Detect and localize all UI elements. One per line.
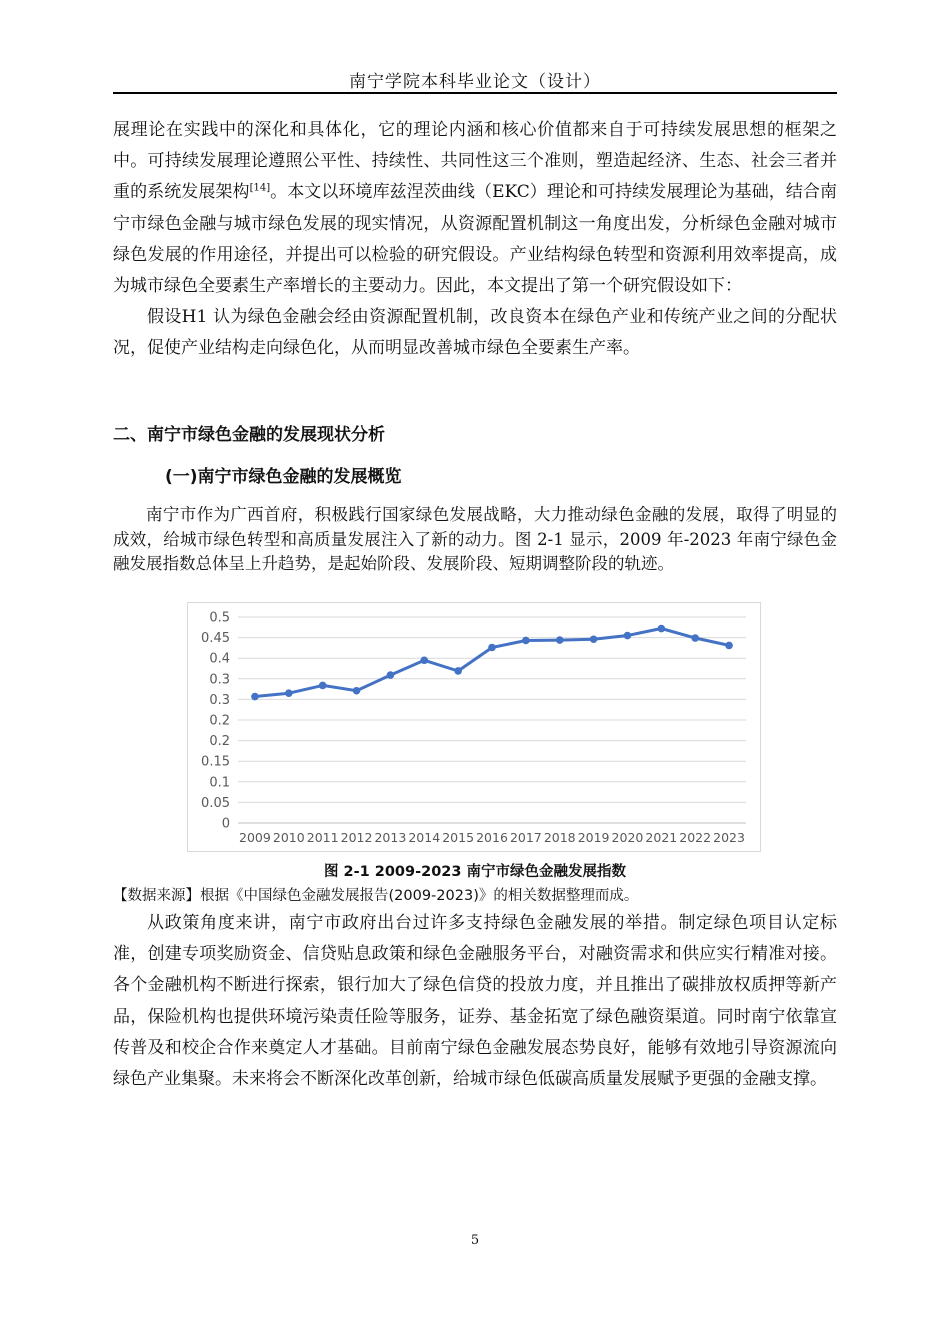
x-tick-label: 2011 bbox=[306, 830, 339, 845]
data-point bbox=[251, 693, 259, 701]
y-tick-label: 0.05 bbox=[201, 795, 230, 811]
subsection-heading: (一)南宁市绿色金融的发展概览 bbox=[165, 467, 402, 487]
x-tick-label: 2022 bbox=[679, 830, 712, 845]
data-point bbox=[454, 667, 462, 675]
body-mid bbox=[113, 503, 837, 577]
page-number: 5 bbox=[470, 1233, 480, 1248]
x-tick-label: 2015 bbox=[442, 830, 475, 845]
data-point bbox=[488, 644, 496, 652]
paragraph-policy: 从政策角度来讲，南宁市政府出台过许多支持绿色金融发展的举措。制定绿色项目认定标准，创建专项奖励资金、信贷贴息政策和绿色金融服务平台，对融资需求和供应实行精准对接。各个金融机构不断进行探索，银行加大了绿色信贷的投放力度，并且推出了碳排放权质押等新产品，保险机构也提供环境污染责任险等服务，证券、基金拓宽了绿色融资渠道。同时南宁依靠宣传普及和校企合作来奠定人才基础。目前南宁绿色金融发展态势良好，能够有效地引导资源流向绿色产业集聚。未来将会不断深化改革创新，给城市绿色低碳高质量发展赋予更强的金融支撑。 bbox=[113, 913, 837, 1090]
data-point bbox=[522, 637, 530, 645]
y-tick-label: 0.3 bbox=[209, 692, 230, 708]
x-tick-label: 2018 bbox=[543, 830, 576, 845]
data-point bbox=[387, 671, 395, 679]
data-point bbox=[353, 687, 361, 695]
data-point bbox=[658, 625, 666, 633]
data-point bbox=[319, 682, 327, 690]
data-point bbox=[285, 689, 293, 697]
paragraph-text: 。本文以环境库兹涅茨曲线（EKC）理论和可持续发展理论为基础，结合南宁市绿色金融与城市绿色发展的现实情况，从资源配置机制这一角度出发，分析绿色金融对城市绿色发展的作用途径，并提出可以检验的研究假设。产业结构绿色转型和资源利用效率提高，成为城市绿色全要素生产率增长的主要动力。因此，本文提出了第一个研究假设如下： bbox=[113, 182, 837, 297]
line-chart bbox=[187, 602, 761, 852]
x-tick-label: 2023 bbox=[713, 830, 745, 845]
y-tick-label: 0.15 bbox=[201, 754, 230, 770]
figure-source: 【数据来源】根据《中国绿色金融发展报告(2009-2023)》的相关数据整理而成。 bbox=[113, 888, 639, 904]
data-point bbox=[725, 642, 733, 650]
body-bottom bbox=[113, 908, 837, 1095]
paragraph-ekc-theory bbox=[113, 115, 837, 302]
y-tick-label: 0.5 bbox=[209, 610, 230, 626]
x-tick-label: 2020 bbox=[611, 830, 644, 845]
header-rule bbox=[113, 92, 837, 94]
x-tick-label: 2017 bbox=[509, 830, 542, 845]
citation-ref: [14] bbox=[249, 182, 271, 194]
paragraph-text: 展理论在实践中的深化和具体化，它的理论内涵和核心价值都来自于可持续发展思想的框架之中。可持续发展理论遵照公平性、持续性、共同性这三个准则，塑造起经济、生态、社会三者并重的系统发展架构 bbox=[113, 120, 837, 203]
y-tick-label: 0.4 bbox=[209, 651, 230, 667]
chart-svg bbox=[188, 603, 762, 853]
y-tick-label: 0 bbox=[221, 816, 230, 832]
data-point bbox=[420, 656, 428, 664]
section-heading: 二、南宁市绿色金融的发展现状分析 bbox=[113, 425, 385, 445]
x-tick-label: 2016 bbox=[476, 830, 508, 845]
x-tick-label: 2009 bbox=[239, 830, 271, 845]
y-tick-label: 0.1 bbox=[209, 775, 230, 791]
x-tick-label: 2019 bbox=[577, 830, 610, 845]
data-point bbox=[590, 635, 598, 643]
running-header: 南宁学院本科毕业论文（设计） bbox=[349, 72, 601, 92]
data-point bbox=[556, 636, 564, 644]
paragraph-nanning-overview: 南宁市作为广西首府，积极践行国家绿色发展战略，大力推动绿色金融的发展，取得了明显的成效，给城市绿色转型和高质量发展注入了新的动力。图 2-1 显示，2009 年-2023 年南宁绿色金融发展指数总体呈上升趋势，是起始阶段、发展阶段、短期调整阶段的轨迹。 bbox=[113, 505, 837, 573]
y-tick-label: 0.3 bbox=[209, 672, 230, 688]
y-tick-label: 0.2 bbox=[209, 734, 230, 750]
y-tick-label: 0.45 bbox=[201, 631, 230, 647]
figure-caption: 图 2-1 2009-2023 南宁市绿色金融发展指数 bbox=[323, 864, 627, 880]
x-tick-label: 2021 bbox=[645, 830, 678, 845]
x-tick-label: 2014 bbox=[408, 830, 441, 845]
data-point bbox=[691, 634, 699, 642]
body-top bbox=[113, 115, 837, 365]
x-tick-label: 2013 bbox=[374, 830, 407, 845]
x-tick-label: 2012 bbox=[340, 830, 373, 845]
y-tick-label: 0.2 bbox=[209, 713, 230, 729]
data-point bbox=[624, 632, 632, 640]
x-tick-label: 2010 bbox=[272, 830, 305, 845]
paragraph-hypothesis-h1: 假设H1 认为绿色金融会经由资源配置机制，改良资本在绿色产业和传统产业之间的分配状况，促使产业结构走向绿色化，从而明显改善城市绿色全要素生产率。 bbox=[113, 307, 837, 359]
